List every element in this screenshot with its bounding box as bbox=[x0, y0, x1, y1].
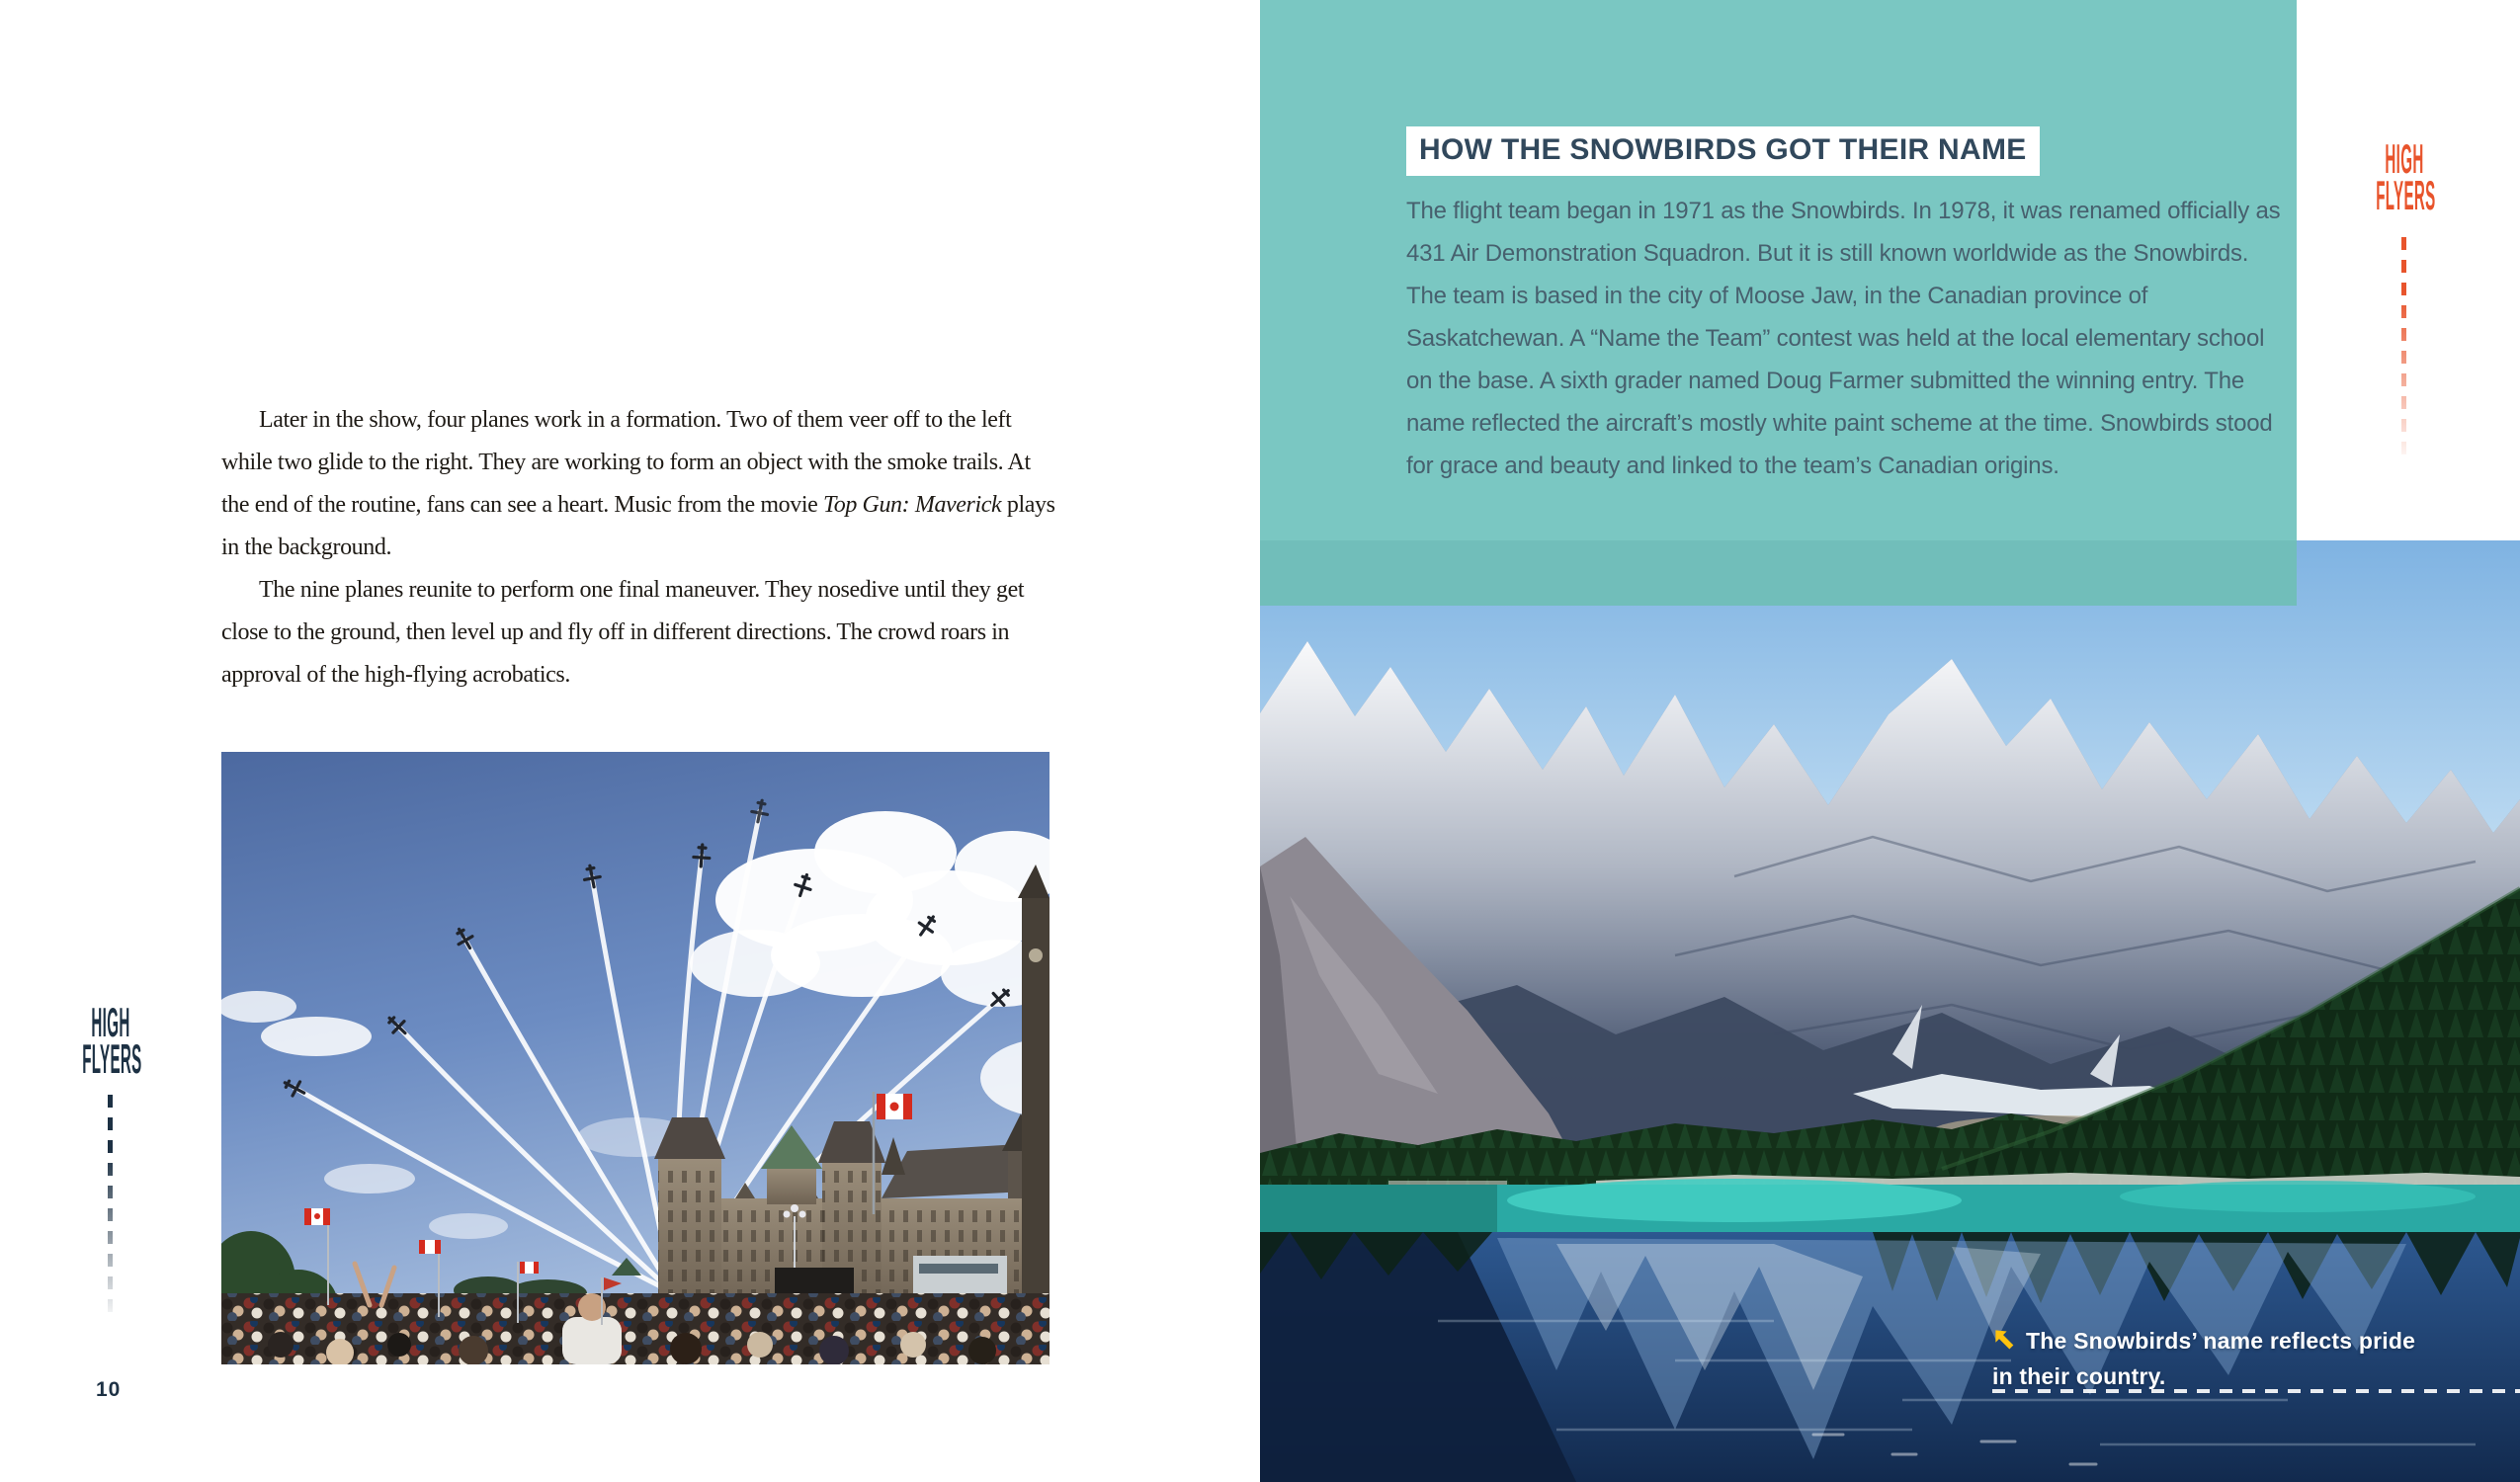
logo-line: FLYERS bbox=[82, 1035, 142, 1082]
logo-line: FLYERS bbox=[2376, 172, 2436, 218]
high-flyers-logo-right bbox=[2376, 135, 2436, 218]
trailer-windows bbox=[919, 1264, 998, 1274]
movie-title-italic: Top Gun: Maverick bbox=[822, 492, 1002, 518]
photo-caption bbox=[1992, 1326, 2419, 1392]
logo-line: HIGH bbox=[91, 999, 130, 1045]
sidebar-box-overlap-band bbox=[1260, 540, 2297, 606]
logo-dashed-line-right bbox=[2401, 237, 2406, 456]
sidebar-box bbox=[1260, 0, 2297, 606]
snowbirds-airshow-photo bbox=[221, 752, 1050, 1364]
paragraph bbox=[221, 399, 1063, 569]
trailer bbox=[913, 1256, 1007, 1293]
paragraph: The nine planes reunite to perform one final maneuver. They nosedive until they get close to the ground, then level up and fly off in different directions. The crowd roars in approval of the high-flying acrobatics. bbox=[221, 577, 1025, 688]
arrow-up-left-icon bbox=[1992, 1327, 2019, 1361]
logo-dashed-line-left bbox=[108, 1095, 113, 1314]
paragraph-text: Later in the show, four planes work in a formation. Two of them veer off to the left while two glide to the right. They are working to form an object with the smoke trails. At the end of the routine, fans can see a heart. Music from the movie bbox=[221, 407, 1031, 518]
page-number: 10 bbox=[96, 1378, 122, 1401]
airshow-illustration bbox=[221, 752, 1050, 1364]
caption-dashed-rule bbox=[1992, 1389, 2520, 1393]
paragraph-text: plays in the background. bbox=[221, 492, 1055, 560]
caption-text: The Snowbirds’ name reflects pride in their country. bbox=[1992, 1328, 2416, 1389]
sidebar-title: HOW THE SNOWBIRDS GOT THEIR NAME bbox=[1406, 126, 2040, 176]
logo-line: HIGH bbox=[2385, 135, 2424, 182]
peace-tower-edge bbox=[1018, 864, 1050, 1297]
sidebar-body-text: The flight team began in 1971 as the Snowbirds. In 1978, it was renamed officially as 431 Air Demonstration Squadron. But it is still known worldwide as the Snowbirds. The team is based in the city of Moose Jaw, in the Canadian province of Saskatchewan. A “Name the Team” contest was held at the local elementary school on the base. A sixth grader named Doug Farmer submitted the winning entry. The name reflected the aircraft’s mostly white paint scheme at the time. Snowbirds stood for grace and beauty and linked to the team’s Canadian origins. bbox=[1406, 198, 2281, 479]
high-flyers-logo-left bbox=[82, 999, 142, 1082]
stage bbox=[775, 1268, 854, 1293]
left-page-body-text bbox=[221, 399, 1063, 697]
